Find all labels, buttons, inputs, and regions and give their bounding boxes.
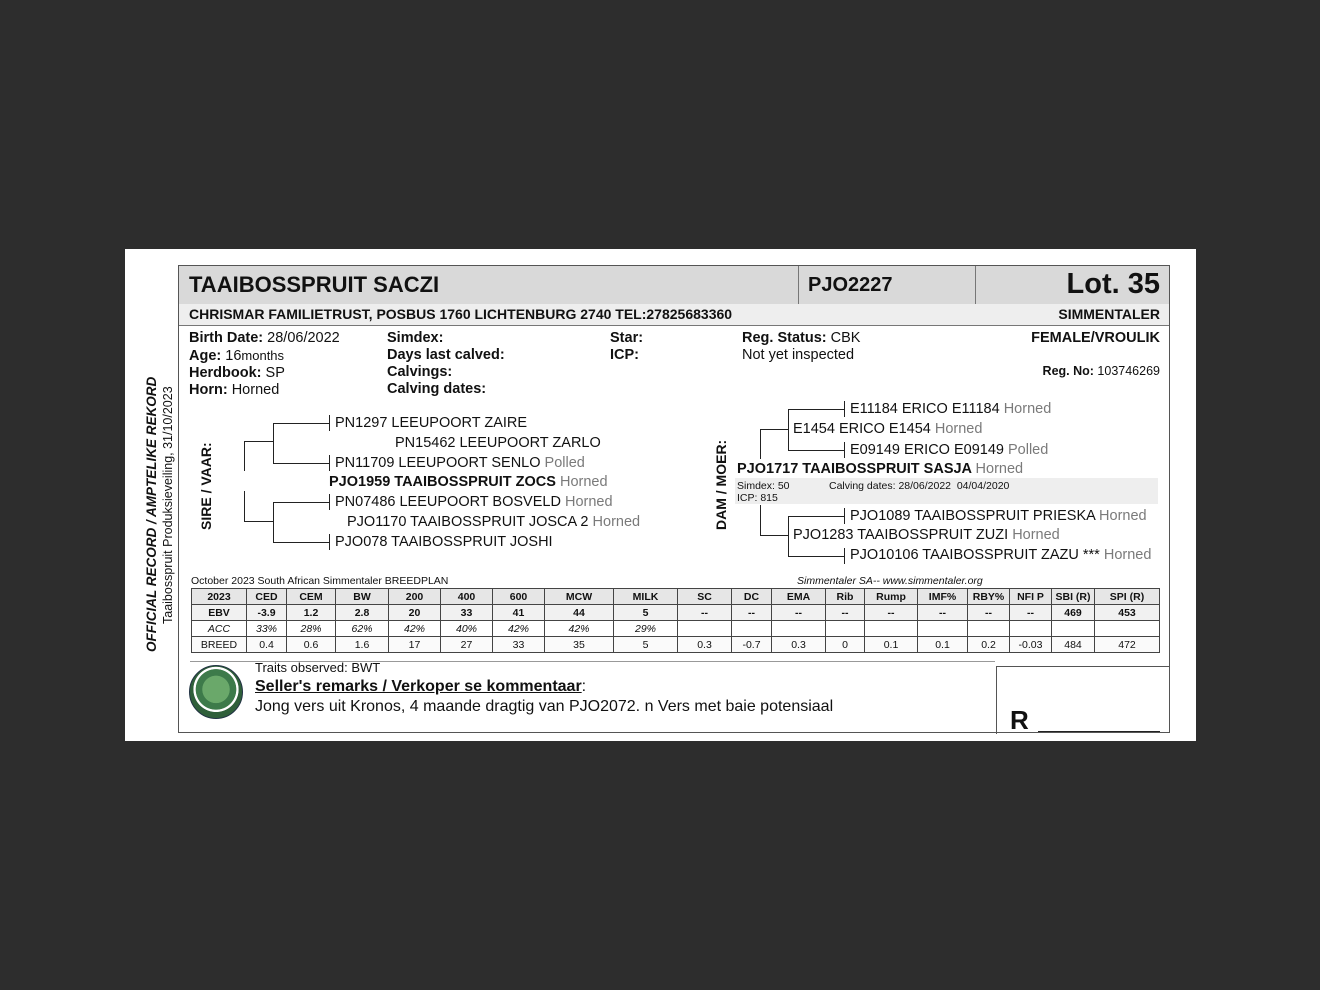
tree-line — [760, 535, 788, 536]
sire-sire-sire: PN15462 LEEUPOORT ZARLO — [395, 435, 601, 451]
headers-cell: IMF% — [918, 589, 968, 605]
dam-dam: PJO1283 TAAIBOSSPRUIT ZUZI Horned — [793, 527, 1060, 543]
headers-cell: Rib — [826, 589, 865, 605]
acc-cell: 42% — [389, 621, 441, 637]
tree-line — [273, 463, 329, 464]
simdex-label: Simdex: — [387, 330, 444, 346]
breed-cell: 5 — [614, 637, 678, 653]
dam-simdex: Simdex: 50 — [737, 480, 790, 492]
price-currency: R — [1010, 705, 1029, 735]
bracket — [244, 491, 245, 521]
headers-cell: 600 — [493, 589, 545, 605]
acc-cell: ACC — [192, 621, 247, 637]
headers-cell: SBI (R) — [1052, 589, 1095, 605]
dam-sire-dam: E09149 ERICO E09149 Polled — [850, 442, 1049, 458]
ebv-cell: 5 — [614, 605, 678, 621]
breed-cell: 17 — [389, 637, 441, 653]
breedplan-table — [191, 588, 1160, 653]
ebv-cell: 44 — [545, 605, 614, 621]
herdbook-label: Herdbook: — [189, 365, 262, 381]
sire-sire-dam: PN11709 LEEUPOORT SENLO Polled — [335, 455, 585, 471]
bracket — [244, 521, 273, 522]
days-label: Days last calved: — [387, 347, 505, 363]
price-box-border — [996, 666, 1170, 667]
details-star — [610, 330, 643, 364]
calvings-label: Calvings: — [387, 364, 453, 380]
dam-sire: E1454 ERICO E1454 Horned — [793, 421, 983, 437]
breed-cell: 484 — [1052, 637, 1095, 653]
acc-cell: 33% — [247, 621, 287, 637]
tree-line — [788, 409, 844, 410]
acc-cell — [826, 621, 865, 637]
tree-line — [329, 455, 330, 471]
ebv-cell: 33 — [441, 605, 493, 621]
ebv-cell: EBV — [192, 605, 247, 621]
breed-cell: BREED — [192, 637, 247, 653]
headers-cell: CED — [247, 589, 287, 605]
acc-cell: 42% — [545, 621, 614, 637]
star-label: Star: — [610, 330, 644, 346]
regno-label: Reg. No: — [1042, 364, 1094, 378]
ebv-cell: -- — [865, 605, 918, 621]
breed-cell: 0.3 — [678, 637, 732, 653]
remarks-title: Seller's remarks / Verkoper se kommentaar — [255, 678, 582, 695]
tree-line — [760, 429, 761, 459]
breed-name: SIMMENTALER — [1058, 306, 1160, 322]
acc-cell — [772, 621, 826, 637]
official-record-label: OFFICIAL RECORD / AMPTELIKE REKORD — [144, 376, 159, 652]
owner-line: CHRISMAR FAMILIETRUST, POSBUS 1760 LICHTENBURG 2740 TEL:27825683360 — [189, 306, 733, 322]
dam-sire-sire: E11184 ERICO E11184 Horned — [850, 401, 1052, 417]
regstatus-value: CBK — [830, 330, 861, 346]
divider — [798, 266, 799, 304]
breedplan-header-row — [192, 589, 1160, 605]
tree-line — [760, 505, 761, 535]
ebv-cell: -- — [968, 605, 1010, 621]
tree-line — [844, 442, 845, 458]
acc-cell — [732, 621, 772, 637]
animal-name: TAAIBOSSPRUIT SACZI — [189, 272, 440, 297]
tree-line — [844, 548, 845, 564]
sire-name: PJO1959 TAAIBOSSPRUIT ZOCS Horned — [329, 474, 608, 490]
price-field[interactable] — [1038, 731, 1160, 732]
tree-line — [760, 429, 788, 430]
ebv-cell: 469 — [1052, 605, 1095, 621]
headers-cell: MILK — [614, 589, 678, 605]
auction-label: Taaibosspruit Produksieveiling, 31/10/2023 — [161, 386, 175, 624]
bracket — [244, 441, 245, 471]
breedplan-breed-row — [192, 637, 1160, 653]
headers-cell: 2023 — [192, 589, 247, 605]
ebv-cell: 453 — [1095, 605, 1160, 621]
horn-label: Horn: — [189, 382, 228, 398]
remarks-text: Jong vers uit Kronos, 4 maande dragtig van PJO2072. n Vers met baie potensiaal — [255, 698, 834, 715]
headers-cell: DC — [732, 589, 772, 605]
tree-line — [788, 556, 844, 557]
sex-label: FEMALE/VROULIK — [1031, 330, 1160, 346]
sire-sire: PN1297 LEEUPOORT ZAIRE — [335, 415, 528, 431]
breedplan-ebv-row — [192, 605, 1160, 621]
regno-value: 103746269 — [1097, 364, 1160, 378]
age-label: Age: — [189, 348, 222, 364]
breed-cell: 35 — [545, 637, 614, 653]
acc-cell — [968, 621, 1010, 637]
tree-line — [329, 494, 330, 510]
divider — [975, 266, 976, 304]
headers-cell: 200 — [389, 589, 441, 605]
ebv-cell: 1.2 — [287, 605, 336, 621]
traits-observed: Traits observed: BWT — [255, 660, 381, 675]
tree-line — [273, 502, 329, 503]
breed-cell: 1.6 — [336, 637, 389, 653]
ebv-cell: -- — [826, 605, 865, 621]
tree-line — [844, 401, 845, 417]
acc-cell — [918, 621, 968, 637]
sire-dam-dam: PJO1170 TAAIBOSSPRUIT JOSCA 2 Horned — [347, 514, 641, 530]
details-left — [189, 330, 340, 399]
bracket — [244, 441, 273, 442]
birth-label: Birth Date: — [189, 330, 264, 346]
ebv-cell: -- — [1010, 605, 1052, 621]
tree-line — [788, 409, 789, 450]
tree-line — [329, 415, 330, 431]
headers-cell: CEM — [287, 589, 336, 605]
headers-cell: BW — [336, 589, 389, 605]
dam-name: PJO1717 TAAIBOSSPRUIT SASJA Horned — [737, 461, 1024, 477]
birth-value: 28/06/2022 — [267, 330, 340, 346]
breed-cell: 0 — [826, 637, 865, 653]
icp-label: ICP: — [610, 347, 639, 363]
reg-number — [1043, 364, 1160, 378]
dam-label: DAM / MOER: — [713, 439, 729, 530]
breed-cell: 33 — [493, 637, 545, 653]
breed-cell: 27 — [441, 637, 493, 653]
acc-cell: 62% — [336, 621, 389, 637]
breed-cell: 472 — [1095, 637, 1160, 653]
headers-cell: MCW — [545, 589, 614, 605]
breed-cell: 0.1 — [918, 637, 968, 653]
headers-cell: RBY% — [968, 589, 1010, 605]
acc-cell — [1010, 621, 1052, 637]
dam-dam-sire: PJO1089 TAAIBOSSPRUIT PRIESKA Horned — [850, 508, 1147, 524]
tree-line — [844, 508, 845, 524]
acc-cell — [678, 621, 732, 637]
ebv-cell: -- — [918, 605, 968, 621]
tree-line — [273, 502, 274, 542]
age-value: 16 — [225, 348, 242, 364]
ebv-cell: -3.9 — [247, 605, 287, 621]
tree-line — [273, 423, 274, 463]
tree-line — [788, 450, 844, 451]
breed-cell: -0.7 — [732, 637, 772, 653]
ebv-cell: 20 — [389, 605, 441, 621]
breedplan-source: Simmentaler SA-- www.simmentaler.org — [797, 575, 983, 587]
tree-line — [788, 516, 844, 517]
sire-label: SIRE / VAAR: — [198, 442, 214, 530]
headers-cell: NFI P — [1010, 589, 1052, 605]
horn-value: Horned — [231, 382, 280, 398]
ebv-cell: -- — [772, 605, 826, 621]
regstatus-label: Reg. Status: — [742, 330, 827, 346]
headers-cell: SC — [678, 589, 732, 605]
acc-cell: 40% — [441, 621, 493, 637]
age-unit: months — [241, 348, 285, 363]
headers-cell: SPI (R) — [1095, 589, 1160, 605]
acc-cell — [1095, 621, 1160, 637]
acc-cell — [1052, 621, 1095, 637]
tree-line — [329, 534, 330, 550]
ebv-cell: -- — [678, 605, 732, 621]
inspection-status: Not yet inspected — [742, 347, 855, 363]
breedplan-acc-row — [192, 621, 1160, 637]
price-box-border — [996, 666, 997, 734]
headers-cell: 400 — [441, 589, 493, 605]
tree-line — [273, 423, 329, 424]
tree-line — [788, 516, 789, 556]
breed-cell: -0.03 — [1010, 637, 1052, 653]
breed-cell: 0.1 — [865, 637, 918, 653]
ebv-cell: -- — [732, 605, 772, 621]
breed-cell: 0.2 — [968, 637, 1010, 653]
sire-dam: PN07486 LEEUPOORT BOSVELD Horned — [335, 494, 613, 510]
details-status — [742, 330, 860, 364]
breed-cell: 0.3 — [772, 637, 826, 653]
acc-cell — [865, 621, 918, 637]
simmentaler-logo-icon — [189, 665, 243, 719]
breedplan-caption: October 2023 South African Simmentaler BREEDPLAN — [191, 575, 449, 587]
acc-cell: 29% — [614, 621, 678, 637]
ebv-cell: 2.8 — [336, 605, 389, 621]
acc-cell: 42% — [493, 621, 545, 637]
tree-line — [273, 542, 329, 543]
ebv-cell: 41 — [493, 605, 545, 621]
headers-cell: Rump — [865, 589, 918, 605]
herdbook-value: SP — [265, 365, 285, 381]
breed-cell: 0.4 — [247, 637, 287, 653]
breed-cell: 0.6 — [287, 637, 336, 653]
dam-dam-dam: PJO10106 TAAIBOSSPRUIT ZAZU *** Horned — [850, 547, 1152, 563]
calving-dates-label: Calving dates: — [387, 381, 487, 397]
sire-dam-mother: PJO078 TAAIBOSSPRUIT JOSHI — [335, 534, 553, 550]
dam-calving-dates: Calving dates: 28/06/2022 04/04/2020 — [829, 480, 1010, 492]
acc-cell: 28% — [287, 621, 336, 637]
reg-code: PJO2227 — [808, 274, 893, 296]
dam-icp: ICP: 815 — [737, 492, 778, 504]
headers-cell: EMA — [772, 589, 826, 605]
details-middle — [387, 330, 505, 398]
lot-number: Lot. 35 — [1066, 268, 1160, 300]
remarks-title-line: Seller's remarks / Verkoper se kommentaar: — [255, 678, 587, 695]
